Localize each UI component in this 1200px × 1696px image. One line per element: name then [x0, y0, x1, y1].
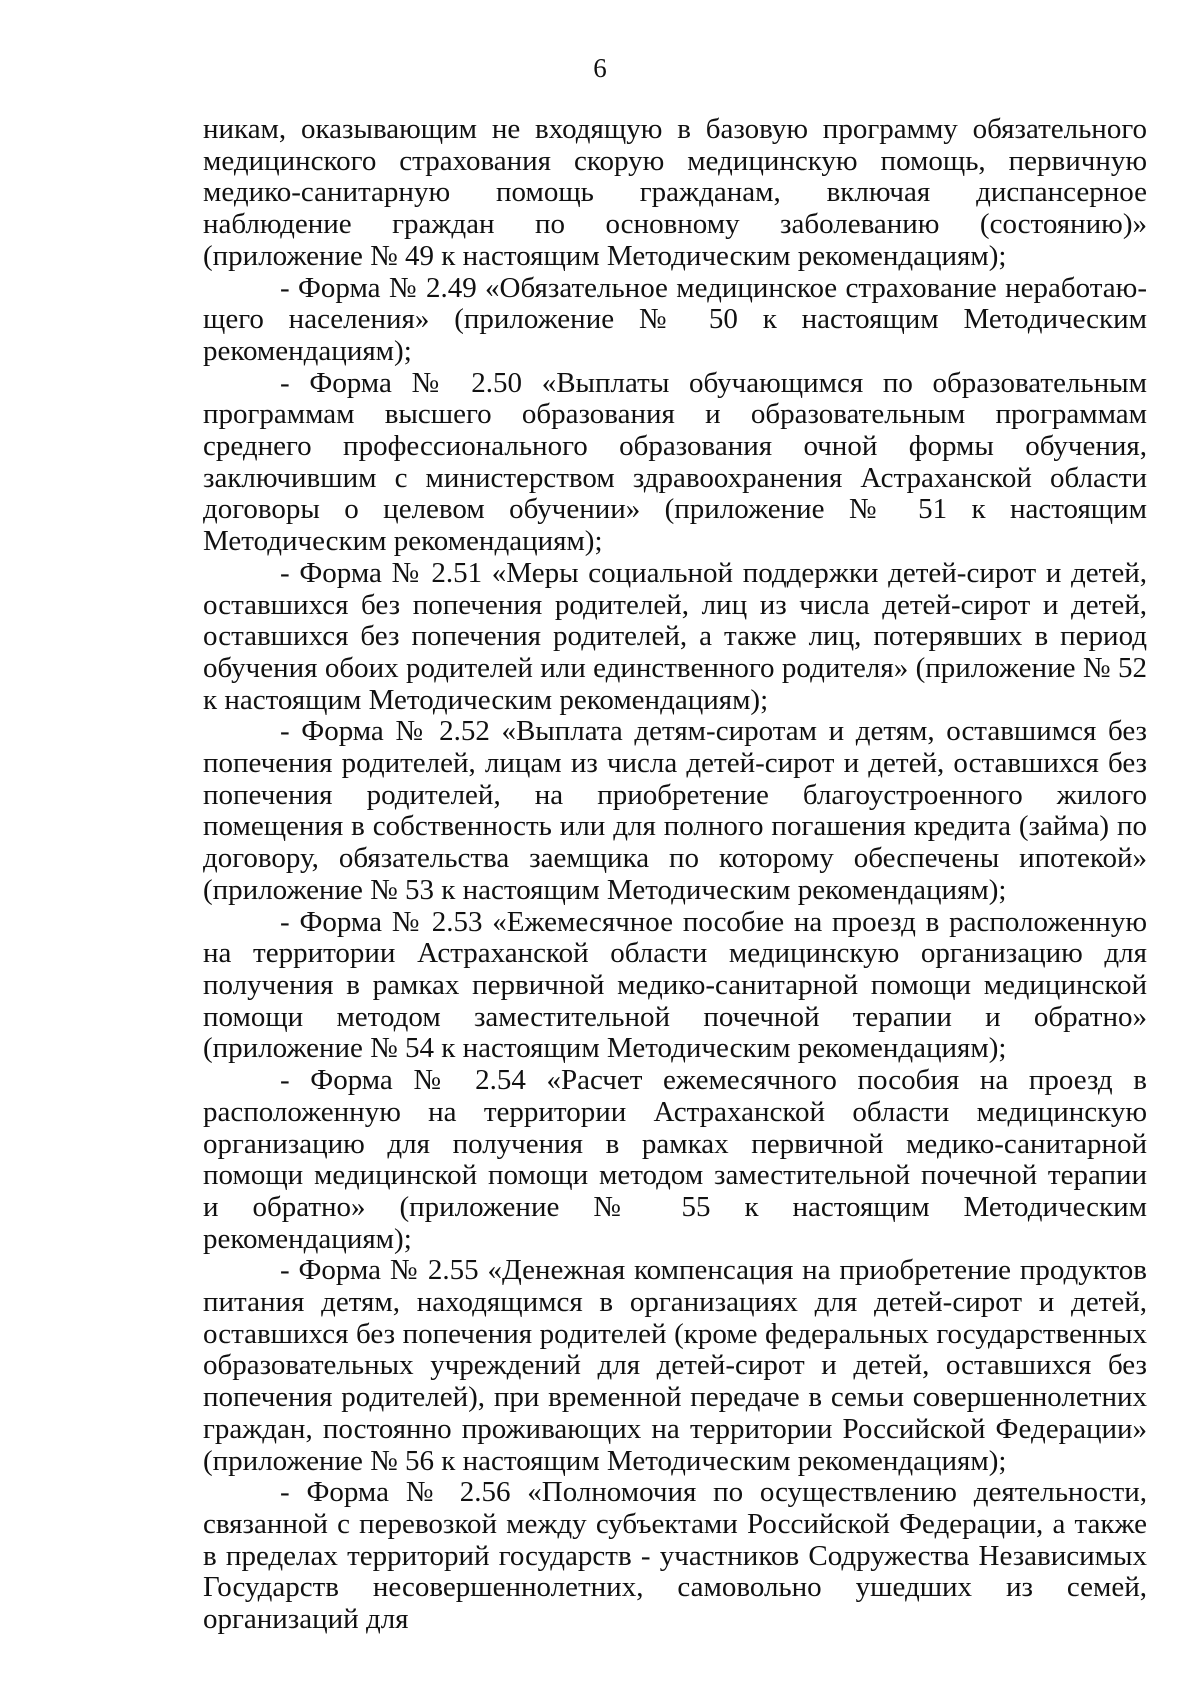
paragraph-continuation: никам, оказывающим не входящую в базовую программу обязательного медицинского страхования скорую медицинскую помощь, первичную медико-санитарную помощь гражданам, включая диспансерное наблюдение граждан по основному заболеванию (состоянию)» (приложение № 49 к настоящим Методическим рекомендациям);: [203, 113, 1147, 272]
paragraph-form-2-49: - Форма № 2.49 «Обязательное медицинское страхование неработающего населения» (приложение № 50 к настоящим Методическим рекомендациям);: [203, 271, 1147, 367]
paragraph-form-2-55: - Форма № 2.55 «Денежная компенсация на приобретение продуктов питания детям, находящимся в организациях для детей-сирот и детей, оставшихся без попечения родителей (кроме федеральных государственных образовательных учреждений для детей-сирот и детей, оставшихся без попечения родителей), при временной передаче в семьи совершеннолетних граждан, постоянно проживающих на территории Российской Федерации» (приложение № 56 к настоящим Методическим рекомендациям);: [203, 1254, 1147, 1477]
document-body: [203, 114, 1147, 1636]
paragraph-form-2-56: - Форма № 2.56 «Полномочия по осуществлению деятельности, связанной с перевозкой между субъектами Российской Федерации, а также в пределах территорий государств - участников Содружества Независимых Государств несовершеннолетних, самовольно ушедших из семей, организаций для: [203, 1476, 1147, 1636]
page-number: 6: [593, 53, 607, 83]
paragraph-form-2-51: - Форма № 2.51 «Меры социальной поддержки детей-сирот и детей, оставшихся без попечения родителей, лиц из числа детей-сирот и детей, оставшихся без попечения родителей, а также лиц, потерявших в период обучения обоих родителей или единственного родителя» (приложение № 52 к настоящим Методическим рекомендациям);: [203, 556, 1147, 716]
paragraph-form-2-54: - Форма № 2.54 «Расчет ежемесячного пособия на проезд в расположенную на территории Астраханской области медицинскую организацию для получения в рамках первичной медико-санитарной помощи медицинской помощи методом заместительной почечной терапии и обратно» (приложение № 55 к настоящим Методическим рекомендациям);: [203, 1064, 1147, 1255]
paragraph-form-2-52: - Форма № 2.52 «Выплата детям-сиротам и детям, оставшимся без попечения родителей, лицам из числа детей-сирот и детей, оставшихся без попечения родителей, на приобретение благоустроенного жилого помещения в собственность или для полного погашения кредита (займа) по договору, обязательства заемщика по которому обеспечены ипотекой» (приложение № 53 к настоящим Методическим рекомендациям);: [203, 715, 1147, 906]
paragraph-form-2-50: - Форма № 2.50 «Выплаты обучающимся по образовательным программам высшего образования и образовательным программам среднего профессионального образования очной формы обучения, заключившим с министерством здравоохранения Астраханской области договоры о целевом обучении» (приложение № 51 к настоящим Методическим рекомендациям);: [203, 366, 1147, 558]
paragraph-form-2-53: - Форма № 2.53 «Ежемесячное пособие на проезд в расположенную на территории Астраханской области медицинскую организацию для получения в рамках первичной медико-санитарной помощи медицинской помощи методом заместительной почечной терапии и обратно» (приложение № 54 к настоящим Методическим рекомендациям);: [203, 905, 1147, 1065]
